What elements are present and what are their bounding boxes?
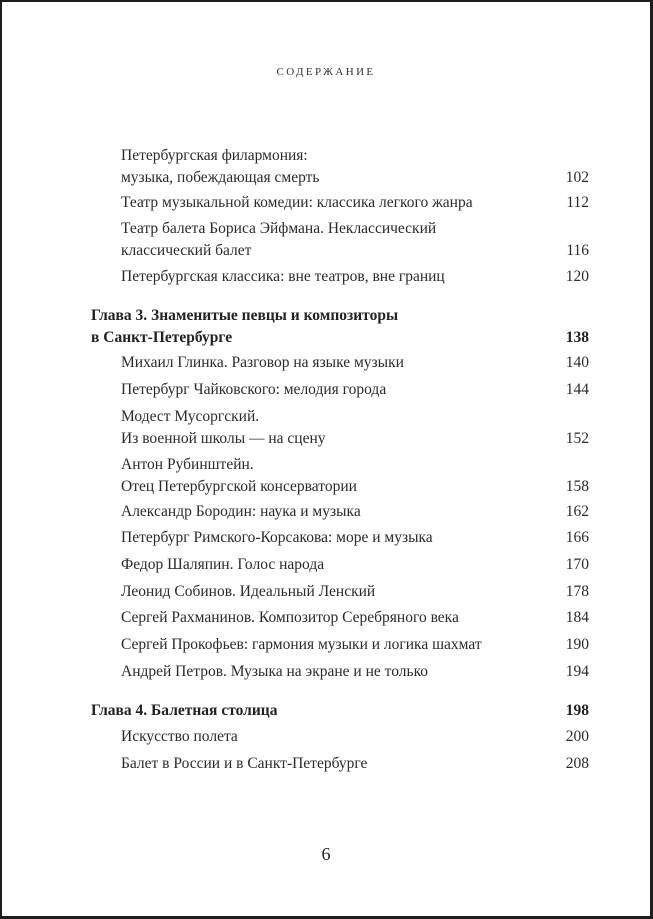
toc-page-number: 162 [565, 503, 589, 520]
toc-entry-title-line: Андрей Петров. Музыка на экране и не только [121, 663, 429, 680]
toc-page-number: 120 [565, 268, 589, 285]
toc-entry-row [121, 167, 589, 189]
page-number: 6 [321, 844, 331, 864]
toc-entry [121, 527, 589, 549]
toc-page-number: 170 [565, 556, 589, 573]
toc-entry-title-line: Из военной школы — на сцену [121, 430, 326, 447]
toc-entry [121, 726, 589, 748]
toc-entry-title-line: Театр балета Бориса Эйфмана. Неклассический [121, 220, 437, 237]
toc-entry-row [121, 581, 589, 603]
toc-entry-row [121, 379, 589, 401]
toc-page-number: 184 [565, 609, 589, 626]
toc-entry-row [121, 554, 589, 576]
toc-entry-row [121, 192, 589, 214]
toc-entry [121, 218, 589, 262]
toc-entry-title-line: Искусство полета [121, 728, 238, 745]
toc-page-number: 200 [565, 728, 589, 745]
toc-entry-row [121, 753, 589, 775]
toc-entry [121, 581, 589, 603]
toc-page-number: 140 [565, 354, 589, 371]
toc-entry [121, 352, 589, 374]
toc-entry [121, 607, 589, 629]
toc-page-number: 190 [565, 636, 589, 653]
toc-entry-title-line: музыка, побеждающая смерть [121, 169, 320, 186]
toc-page-number: 198 [565, 702, 589, 719]
toc-entry-row [121, 501, 589, 523]
toc-entry-title-line: Леонид Собинов. Идеальный Ленский [121, 583, 376, 600]
toc-entry-title-line: Глава 4. Балетная столица [91, 702, 278, 719]
toc-page-number: 208 [565, 755, 589, 772]
toc-entry [121, 554, 589, 576]
toc-page-number: 116 [566, 242, 589, 259]
toc-entry-title-line: Петербург Римского-Корсакова: море и музыка [121, 529, 433, 546]
running-head: СОДЕРЖАНИЕ [276, 66, 376, 78]
toc-entry-title-line: Петербург Чайковского: мелодия города [121, 381, 387, 398]
toc-entry-row [91, 700, 589, 722]
toc-entry-row [121, 266, 589, 288]
toc-chapter-entry [91, 305, 589, 349]
toc-page-number: 144 [565, 381, 589, 398]
toc-entry-row [121, 352, 589, 374]
toc-entry-title-line: Глава 3. Знаменитые певцы и композиторы [91, 307, 399, 324]
toc-entry-row [121, 240, 589, 262]
toc-entry-row [91, 327, 589, 349]
toc-entry [121, 266, 589, 288]
toc-entry-row [121, 428, 589, 450]
toc-page-number: 112 [566, 194, 589, 211]
toc-entry-row [121, 726, 589, 748]
toc-entry-row [121, 476, 589, 498]
toc-entry-title-line: в Санкт-Петербурге [91, 329, 233, 346]
toc-entry-row [121, 634, 589, 656]
toc-entry-row [121, 661, 589, 683]
toc-entry-row [121, 527, 589, 549]
toc-entry [121, 406, 589, 450]
toc-entry-title-line: Балет в России и в Санкт-Петербурге [121, 755, 368, 772]
toc-entry-row [121, 607, 589, 629]
toc-page-number: 166 [565, 529, 589, 546]
toc-entry-title-line: Михаил Глинка. Разговор на языке музыки [121, 354, 404, 371]
toc-entry [121, 379, 589, 401]
toc-page-number: 178 [565, 583, 589, 600]
toc-page-number: 138 [565, 329, 589, 346]
toc-entry-title-line: Федор Шаляпин. Голос народа [121, 556, 325, 573]
toc-page-number: 152 [565, 430, 589, 447]
toc-entry-title-line: Сергей Прокофьев: гармония музыки и логика шахмат [121, 636, 482, 653]
toc-entry-title-line: Сергей Рахманинов. Композитор Серебряного века [121, 609, 459, 626]
toc-entry [121, 501, 589, 523]
toc-entry-title-line: Модест Мусоргский. [121, 408, 260, 425]
toc-page-number: 102 [565, 169, 589, 186]
toc-entry-title-line: Петербургская филармония: [121, 147, 308, 164]
toc-entry [121, 661, 589, 683]
toc-entry-title-line: Антон Рубинштейн. [121, 456, 254, 473]
toc-chapter-entry [91, 700, 589, 722]
toc-entry-title-line: классический балет [121, 242, 252, 259]
toc-entry-title-line: Театр музыкальной комедии: классика легкого жанра [121, 194, 473, 211]
toc-entry [121, 192, 589, 214]
toc-entry-title-line: Отец Петербургской консерватории [121, 478, 357, 495]
toc-page-number: 194 [565, 663, 589, 680]
toc-entry-title-line: Александр Бородин: наука и музыка [121, 503, 361, 520]
toc-entry [121, 454, 589, 498]
toc-entry-title-line: Петербургская классика: вне театров, вне границ [121, 268, 445, 285]
toc-entry [121, 145, 589, 189]
toc-entry [121, 634, 589, 656]
toc-entry [121, 753, 589, 775]
toc-page-number: 158 [565, 478, 589, 495]
